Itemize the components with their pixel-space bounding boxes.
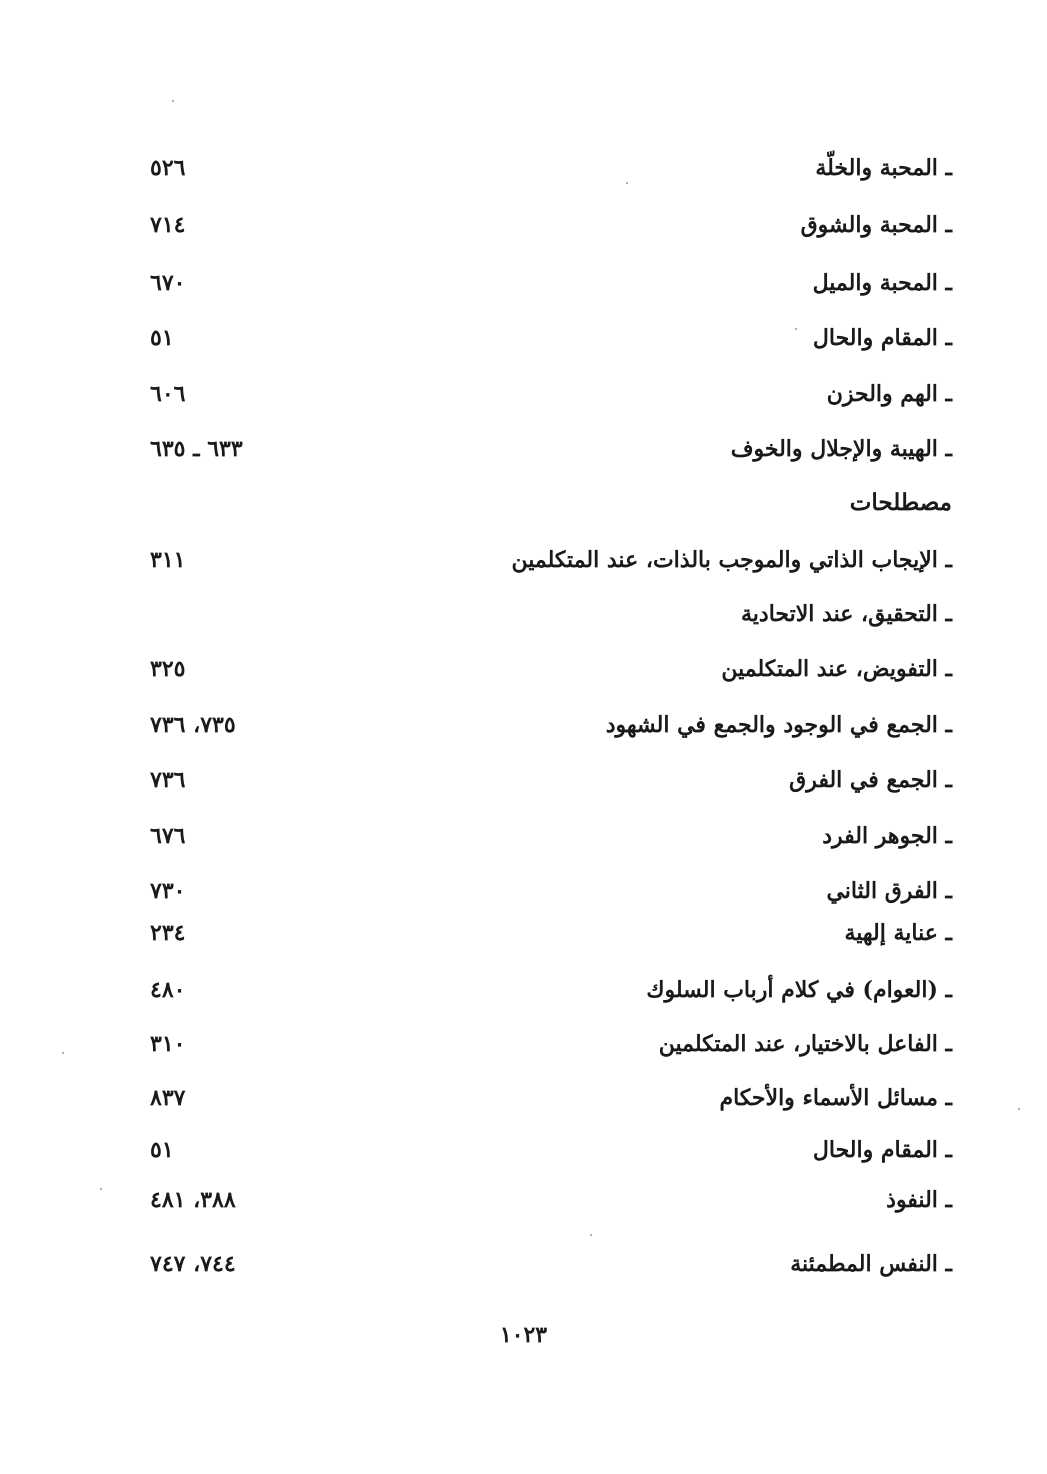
index-pages: ٥١ bbox=[150, 325, 174, 351]
index-entry bbox=[150, 374, 952, 414]
index-term: ـ الجمع في الوجود والجمع في الشهود bbox=[605, 712, 952, 738]
index-pages: ٤٨٠ bbox=[150, 977, 186, 1003]
index-term: ـ الجوهر الفرد bbox=[822, 823, 952, 849]
index-pages: ٧٣٠ bbox=[150, 878, 186, 904]
index-term: ـ الهيبة والإجلال والخوف bbox=[730, 436, 952, 462]
index-term: ـ النفوذ bbox=[886, 1187, 952, 1213]
index-term: ـ الهم والحزن bbox=[826, 381, 952, 407]
index-term: ـ الجمع في الفرق bbox=[789, 767, 952, 793]
scan-speck bbox=[100, 1188, 102, 1190]
index-entry bbox=[150, 913, 952, 953]
index-entry bbox=[150, 540, 952, 580]
index-entry bbox=[150, 594, 952, 634]
index-term: ـ المقام والحال bbox=[812, 325, 952, 351]
index-entry bbox=[150, 970, 952, 1010]
index-entry bbox=[150, 1180, 952, 1220]
index-pages: ٧١٤ bbox=[150, 212, 186, 238]
index-term: ـ الفاعل بالاختيار، عند المتكلمين bbox=[658, 1031, 952, 1057]
index-entry bbox=[150, 263, 952, 303]
index-term: ـ التفويض، عند المتكلمين bbox=[721, 656, 952, 682]
index-pages: ٥٢٦ bbox=[150, 155, 186, 181]
index-term: ـ النفس المطمئنة bbox=[790, 1251, 952, 1277]
index-entry bbox=[150, 816, 952, 856]
index-pages: ٥١ bbox=[150, 1137, 174, 1163]
scan-speck bbox=[795, 328, 797, 330]
section-heading: مصطلحات bbox=[849, 489, 952, 516]
scan-speck bbox=[62, 1052, 64, 1054]
index-term: ـ التحقيق، عند الاتحادية bbox=[740, 601, 952, 627]
scan-speck bbox=[626, 182, 628, 184]
index-term: ـ المقام والحال bbox=[812, 1137, 952, 1163]
index-term: ـ الإيجاب الذاتي والموجب بالذات، عند المتكلمين bbox=[511, 547, 952, 573]
index-entry bbox=[150, 1024, 952, 1064]
scan-speck bbox=[590, 1234, 592, 1236]
index-term: ـ مسائل الأسماء والأحكام bbox=[719, 1085, 952, 1111]
index-term: ـ المحبة والميل bbox=[812, 270, 952, 296]
index-entry bbox=[150, 148, 952, 188]
index-entry bbox=[150, 205, 952, 245]
index-entry bbox=[150, 705, 952, 745]
index-pages: ٨٣٧ bbox=[150, 1085, 186, 1111]
page-number: ١٠٢٣ bbox=[499, 1322, 548, 1348]
index-pages: ٣٢٥ bbox=[150, 656, 186, 682]
index-term: ـ (العوام) في كلام أرباب السلوك bbox=[646, 977, 952, 1003]
index-entry bbox=[150, 1244, 952, 1284]
index-term: ـ عناية إلهية bbox=[844, 920, 952, 946]
index-pages: ٧٤٤، ٧٤٧ bbox=[150, 1251, 236, 1277]
index-pages: ٦٣٣ ـ ٦٣٥ bbox=[150, 436, 243, 462]
index-pages: ٧٣٦ bbox=[150, 767, 186, 793]
index-entry bbox=[150, 871, 952, 911]
index-entry bbox=[150, 760, 952, 800]
index-pages: ٣١٠ bbox=[150, 1031, 186, 1057]
index-term: ـ المحبة والخلّة bbox=[815, 155, 952, 181]
index-entry bbox=[150, 1078, 952, 1118]
index-entry bbox=[150, 318, 952, 358]
index-pages: ٣١١ bbox=[150, 547, 186, 573]
index-entry bbox=[150, 1130, 952, 1170]
index-pages: ٦٠٦ bbox=[150, 381, 186, 407]
index-pages: ٦٧٠ bbox=[150, 270, 186, 296]
index-term: ـ الفرق الثاني bbox=[826, 878, 952, 904]
index-pages: ٣٨٨، ٤٨١ bbox=[150, 1187, 236, 1213]
scan-speck bbox=[1018, 1108, 1020, 1110]
index-entry bbox=[150, 649, 952, 689]
index-pages: ٢٣٤ bbox=[150, 920, 186, 946]
index-term: ـ المحبة والشوق bbox=[800, 212, 952, 238]
scan-speck bbox=[172, 100, 174, 102]
index-pages: ٧٣٥، ٧٣٦ bbox=[150, 712, 236, 738]
index-entry bbox=[150, 429, 952, 469]
index-pages: ٦٧٦ bbox=[150, 823, 186, 849]
